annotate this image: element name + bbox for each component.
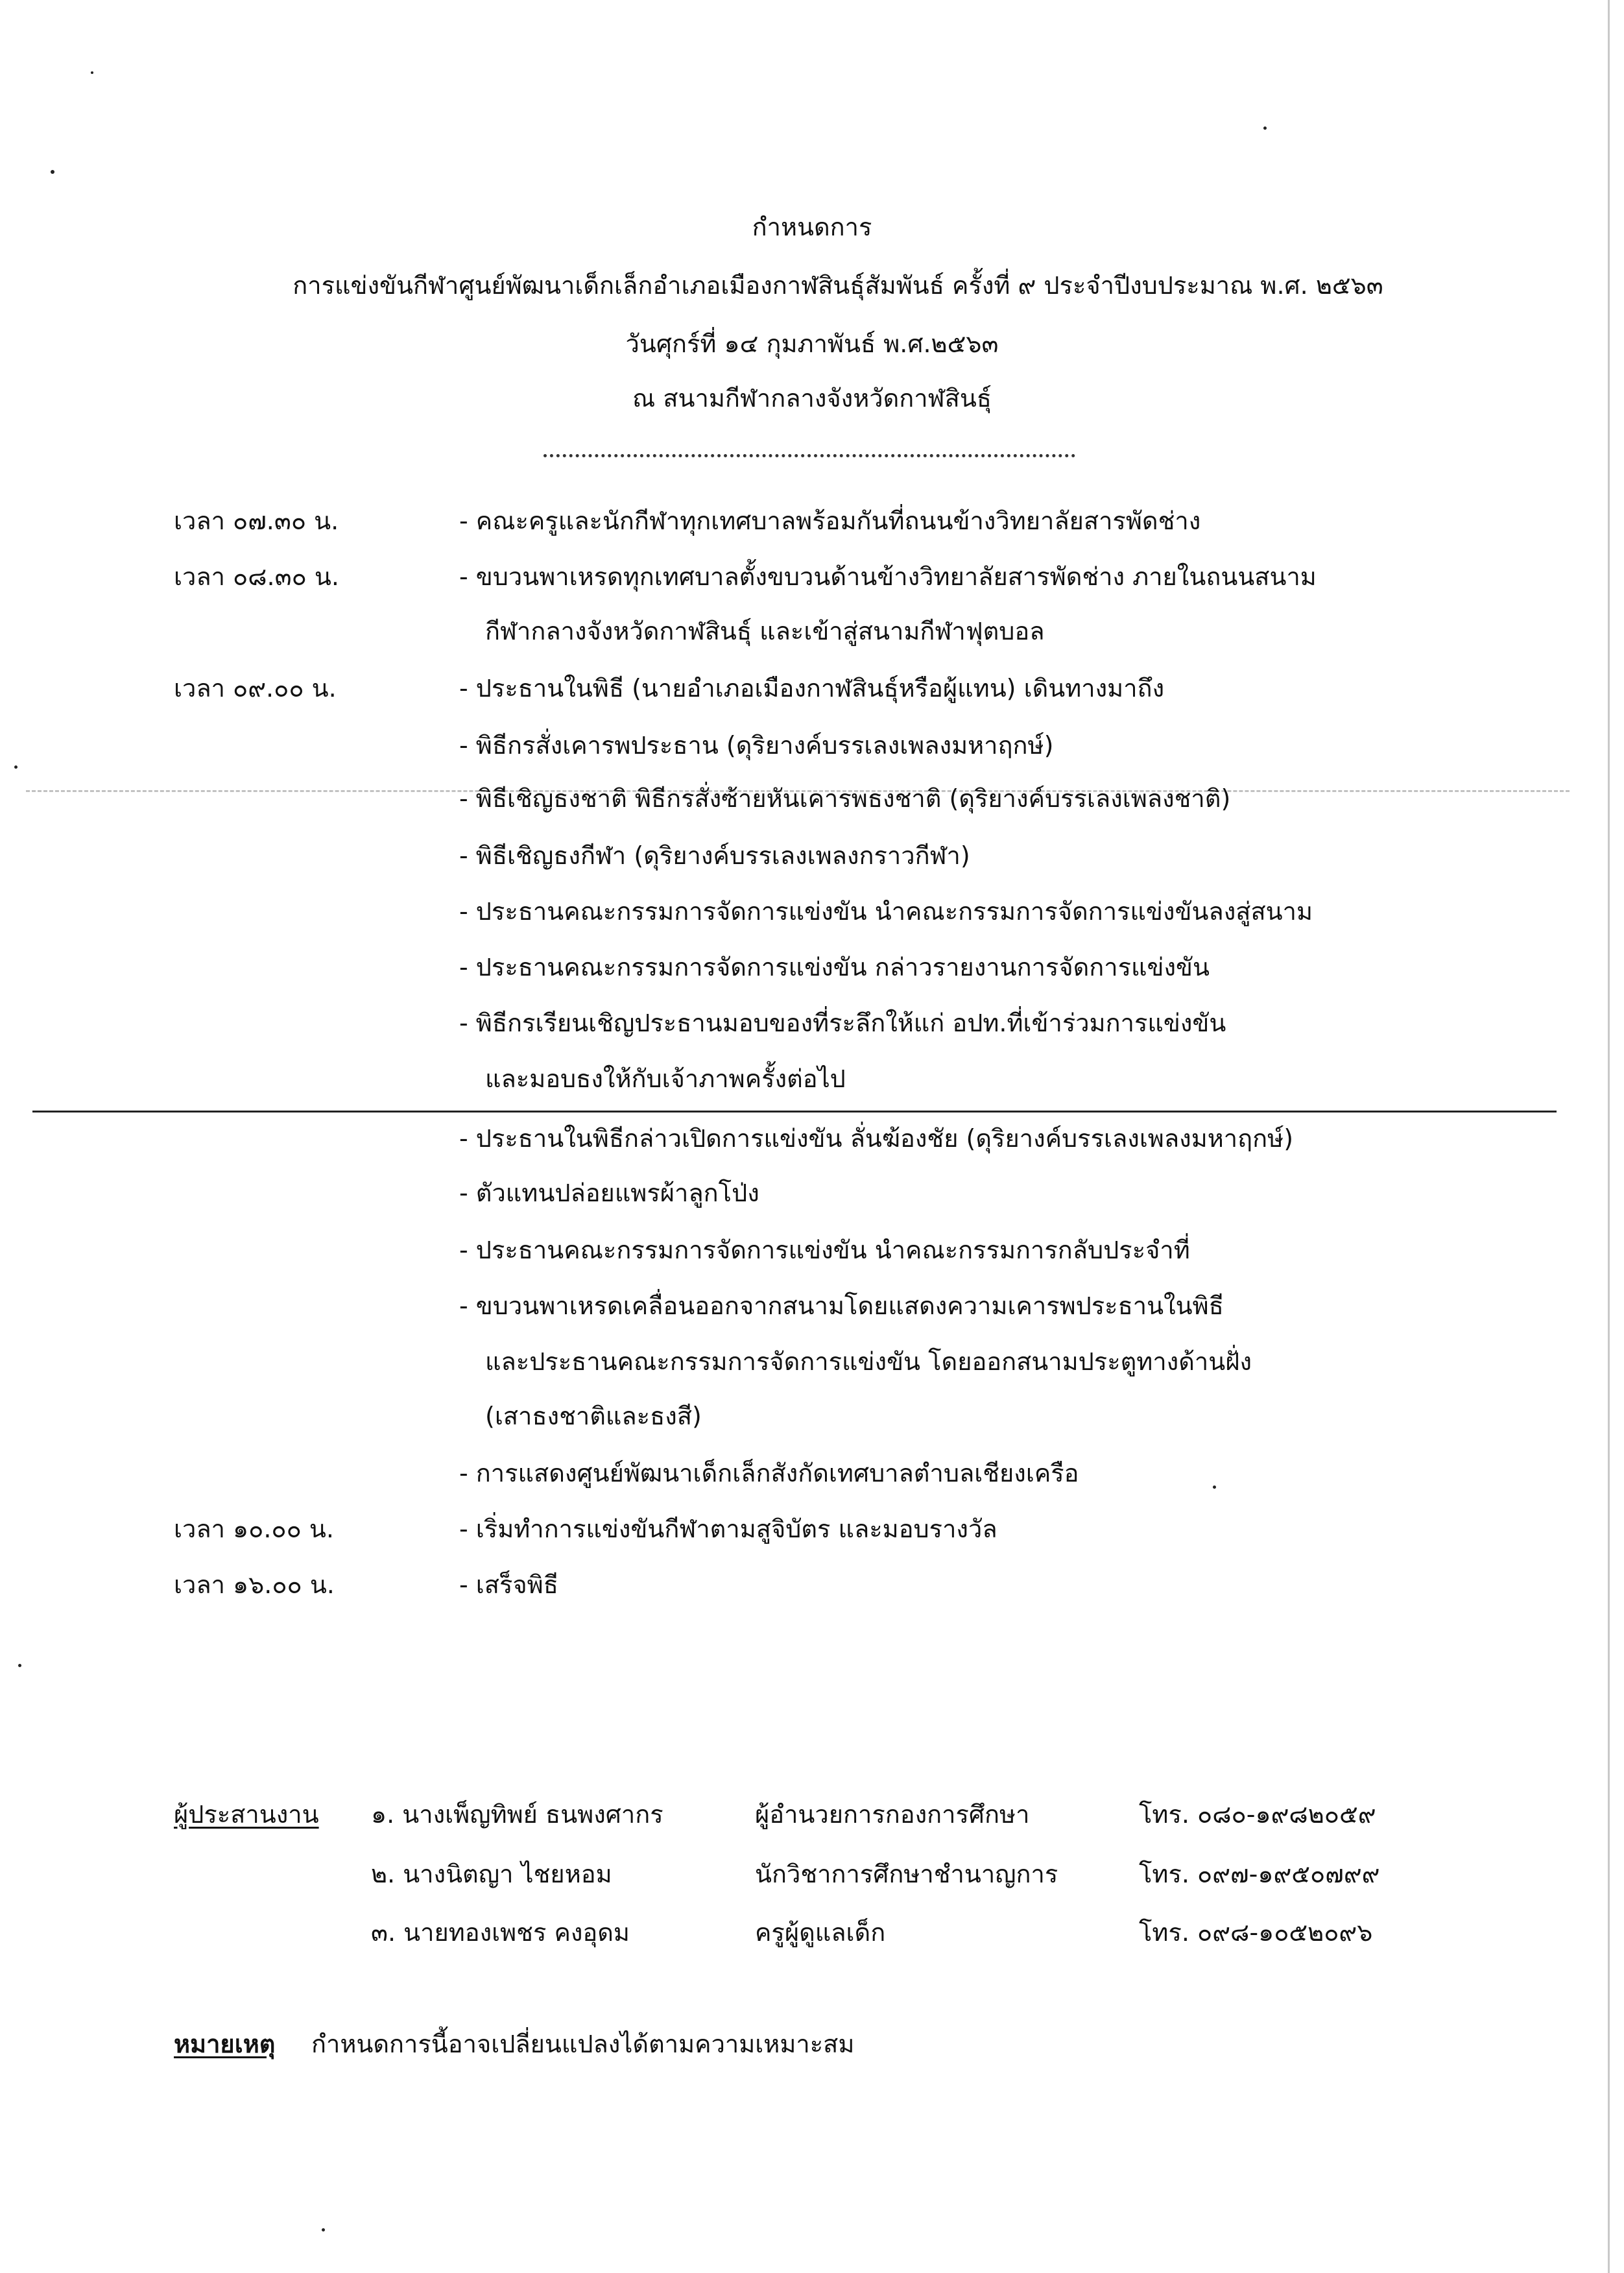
scan-speck <box>322 2228 325 2231</box>
coordinator-role: ผู้อำนวยการกองการศึกษา <box>755 1800 1030 1829</box>
schedule-item: - พิธีเชิญธงชาติ พิธีกรสั่งซ้ายหันเคารพธงชาติ (ดุริยางค์บรรเลงเพลงชาติ) <box>459 784 1231 813</box>
schedule-item: - ขบวนพาเหรดทุกเทศบาลตั้งขบวนด้านข้างวิทยาลัยสารพัดช่าง ภายในถนนสนาม <box>459 562 1317 591</box>
scan-speck <box>91 71 93 74</box>
schedule-time: เวลา ๐๘.๓๐ น. <box>174 562 339 591</box>
document-title: กำหนดการ <box>752 213 872 241</box>
header-divider <box>543 454 1075 457</box>
schedule-item-continuation: กีฬากลางจังหวัดกาฬสินธุ์ และเข้าสู่สนามกีฬาฟุตบอล <box>485 617 1045 645</box>
coordinators-label: ผู้ประสานงาน <box>174 1800 319 1829</box>
schedule-item: - พิธีกรเรียนเชิญประธานมอบของที่ระลึกให้แก่ อปท.ที่เข้าร่วมการแข่งขัน <box>459 1009 1226 1037</box>
note-label: หมายเหตุ <box>174 2030 276 2058</box>
coordinator-role: นักวิชาการศึกษาชำนาญการ <box>755 1860 1058 1888</box>
schedule-item: - ประธานคณะกรรมการจัดการแข่งขัน นำคณะกรรมการจัดการแข่งขันลงสู่สนาม <box>459 897 1313 926</box>
schedule-item: - พิธีกรสั่งเคารพประธาน (ดุริยางค์บรรเลงเพลงมหาฤกษ์) <box>459 731 1054 760</box>
schedule-time: เวลา ๐๗.๓๐ น. <box>174 507 339 535</box>
schedule-time: เวลา ๐๙.๐๐ น. <box>174 674 337 703</box>
coordinator-name: ๓. นายทองเพชร คงอุดม <box>371 1918 630 1947</box>
coordinator-phone: โทร. ๐๙๗-๑๙๕๐๗๙๙ <box>1139 1860 1380 1888</box>
schedule-item: - การแสดงศูนย์พัฒนาเด็กเล็กสังกัดเทศบาลตำบลเชียงเครือ <box>459 1459 1079 1487</box>
schedule-item-continuation: และประธานคณะกรรมการจัดการแข่งขัน โดยออกสนามประตูทางด้านฝั่ง <box>485 1347 1252 1376</box>
coordinator-name: ๑. นางเพ็ญทิพย์ ธนพงศากร <box>371 1800 663 1829</box>
scan-speck <box>1263 126 1267 130</box>
coordinator-phone: โทร. ๐๘๐-๑๙๘๒๐๕๙ <box>1139 1800 1376 1829</box>
coordinator-role: ครูผู้ดูแลเด็ก <box>755 1918 886 1947</box>
event-name: การแข่งขันกีฬาศูนย์พัฒนาเด็กเล็กอำเภอเมืองกาฬสินธุ์สัมพันธ์ ครั้งที่ ๙ ประจำปีงบประมาณ พ.ศ. ๒๕๖๓ <box>293 271 1383 300</box>
schedule-item: - พิธีเชิญธงกีฬา (ดุริยางค์บรรเลงเพลงกราวกีฬา) <box>459 841 970 870</box>
schedule-item: - ประธานในพิธีกล่าวเปิดการแข่งขัน ลั่นฆ้องชัย (ดุริยางค์บรรเลงเพลงมหาฤกษ์) <box>459 1124 1294 1153</box>
scan-speck <box>51 170 54 174</box>
coordinator-name: ๒. นางนิตญา ไชยหอม <box>371 1860 612 1888</box>
schedule-item: - เสร็จพิธี <box>459 1570 558 1599</box>
schedule-item-continuation: (เสาธงชาติและธงสี) <box>485 1402 702 1430</box>
schedule-item: - ประธานคณะกรรมการจัดการแข่งขัน นำคณะกรรมการกลับประจำที่ <box>459 1236 1190 1264</box>
scan-speck <box>18 1664 21 1667</box>
note-text: กำหนดการนี้อาจเปลี่ยนแปลงได้ตามความเหมาะสม <box>311 2030 855 2058</box>
event-date: วันศุกร์ที่ ๑๔ กุมภาพันธ์ พ.ศ.๒๕๖๓ <box>625 330 999 358</box>
section-rule <box>32 1111 1557 1112</box>
schedule-item: - ประธานคณะกรรมการจัดการแข่งขัน กล่าวรายงานการจัดการแข่งขัน <box>459 953 1210 981</box>
scan-speck <box>14 765 18 769</box>
schedule-time: เวลา ๑๐.๐๐ น. <box>174 1515 334 1543</box>
event-venue: ณ สนามกีฬากลางจังหวัดกาฬสินธุ์ <box>632 384 992 413</box>
schedule-time: เวลา ๑๖.๐๐ น. <box>174 1570 335 1599</box>
coordinator-phone: โทร. ๐๙๘-๑๐๕๒๐๙๖ <box>1139 1918 1373 1947</box>
schedule-item: - ขบวนพาเหรดเคลื่อนออกจากสนามโดยแสดงความเคารพประธานในพิธี <box>459 1292 1224 1320</box>
schedule-item: - ตัวแทนปล่อยแพรผ้าลูกโป่ง <box>459 1179 759 1207</box>
schedule-item: - คณะครูและนักกีฬาทุกเทศบาลพร้อมกันที่ถนนข้างวิทยาลัยสารพัดช่าง <box>459 507 1201 535</box>
schedule-item-continuation: และมอบธงให้กับเจ้าภาพครั้งต่อไป <box>485 1064 846 1093</box>
schedule-item: - เริ่มทำการแข่งขันกีฬาตามสูจิบัตร และมอบรางวัล <box>459 1515 997 1543</box>
scan-speck <box>1213 1485 1216 1489</box>
schedule-item: - ประธานในพิธี (นายอำเภอเมืองกาฬสินธุ์หรือผู้แทน) เดินทางมาถึง <box>459 674 1165 703</box>
